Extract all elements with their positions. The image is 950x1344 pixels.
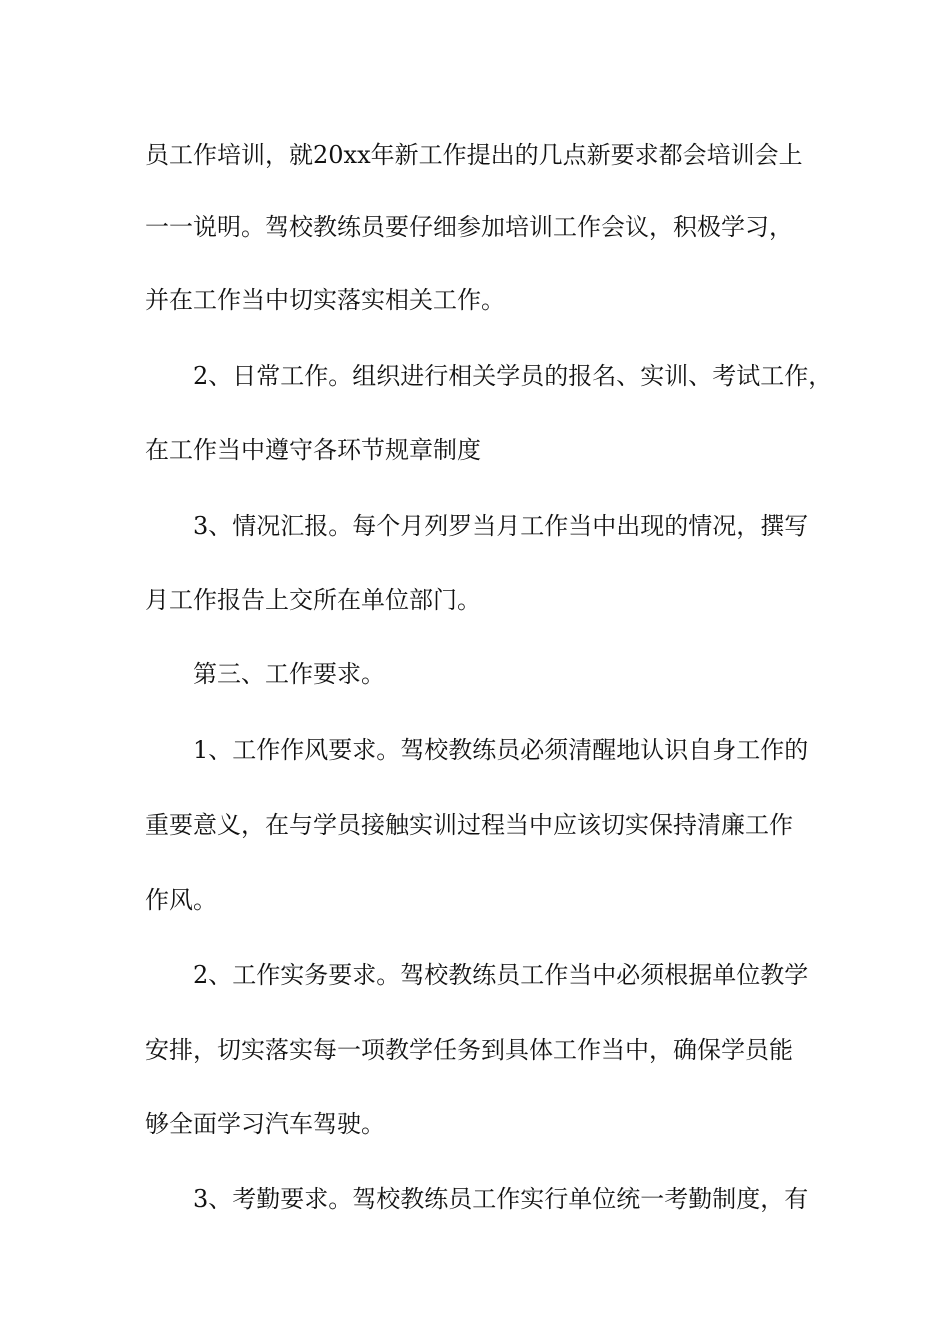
text-line: 够全面学习汽车驾驶。 xyxy=(145,1110,385,1138)
text-line: 员工作培训，就20xx年新工作提出的几点新要求都会培训会上 xyxy=(145,141,803,169)
paragraph-start-line: 3、考勤要求。驾校教练员工作实行单位统一考勤制度，有 xyxy=(193,1185,809,1213)
text-line: 安排，切实落实每一项教学任务到具体工作当中，确保学员能 xyxy=(145,1036,793,1064)
text-line: 并在工作当中切实落实相关工作。 xyxy=(145,286,505,314)
text-line: 一一说明。驾校教练员要仔细参加培训工作会议，积极学习， xyxy=(145,213,793,241)
paragraph-start-line: 1、工作作风要求。驾校教练员必须清醒地认识自身工作的 xyxy=(193,736,809,764)
text-line: 在工作当中遵守各环节规章制度 xyxy=(145,436,481,464)
section-heading: 第三、工作要求。 xyxy=(193,660,385,688)
text-line: 重要意义，在与学员接触实训过程当中应该切实保持清廉工作 xyxy=(145,811,793,839)
paragraph-start-line: 2、日常工作。组织进行相关学员的报名、实训、考试工作， xyxy=(193,362,833,390)
text-line: 作风。 xyxy=(145,886,217,914)
paragraph-start-line: 3、情况汇报。每个月列罗当月工作当中出现的情况，撰写 xyxy=(193,512,809,540)
paragraph-start-line: 2、工作实务要求。驾校教练员工作当中必须根据单位教学 xyxy=(193,961,809,989)
text-line: 月工作报告上交所在单位部门。 xyxy=(145,586,481,614)
